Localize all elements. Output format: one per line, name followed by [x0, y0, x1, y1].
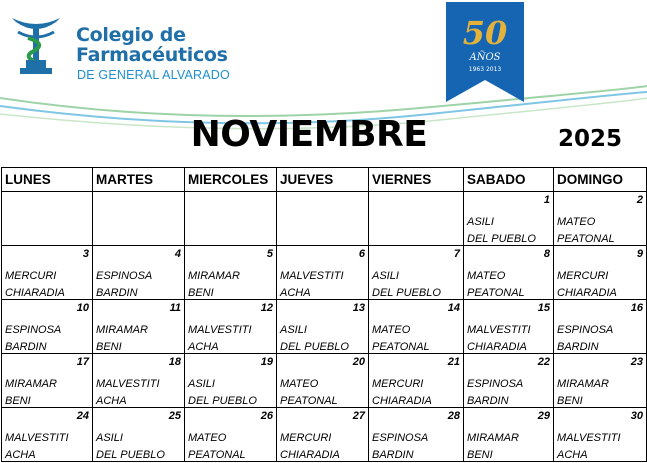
- pharmacy-on-duty: [372, 322, 430, 354]
- pharmacy-location: DEL PUEBLO: [96, 449, 165, 461]
- day-number: 3: [82, 248, 89, 260]
- pharmacy-location: BENI: [96, 341, 122, 353]
- pharmacy-name: MERCURI: [280, 432, 332, 444]
- calendar-day-cell: [277, 192, 369, 246]
- pharmacy-name: MALVESTITI: [188, 324, 252, 336]
- pharmacy-name: MATEO: [372, 324, 411, 336]
- pharmacy-name: MALVESTITI: [467, 324, 531, 336]
- pharmacy-on-duty: [96, 268, 152, 300]
- day-number: 2: [636, 194, 643, 206]
- pharmacy-location: BARDIN: [5, 341, 47, 353]
- page-header: [0, 0, 647, 168]
- calendar-day-cell: [464, 300, 554, 354]
- day-number: 19: [260, 356, 273, 368]
- pharmacy-location: ACHA: [280, 287, 311, 299]
- weekday-header: SABADO: [464, 168, 554, 192]
- pharmacy-name: MERCURI: [557, 270, 609, 282]
- pharmacy-on-duty: [5, 376, 57, 408]
- pharmacy-name: ESPINOSA: [96, 270, 153, 282]
- pharmacy-location: CHIARADIA: [467, 341, 527, 353]
- calendar-day-cell: [277, 300, 369, 354]
- pharmacy-on-duty: [372, 268, 441, 300]
- weekday-header: LUNES: [2, 168, 93, 192]
- calendar-week-row: [2, 408, 647, 462]
- pharmacy-name: MALVESTITI: [557, 432, 621, 444]
- pharmacy-on-duty: [280, 430, 340, 462]
- year-label: 2025: [558, 126, 623, 152]
- org-name-line2: Farmacéuticos: [76, 44, 228, 66]
- calendar-day-cell: [554, 408, 647, 462]
- badge-years: 1963 2013: [468, 66, 502, 73]
- pharmacy-location: PEATONAL: [372, 341, 430, 353]
- pharmacy-name: MIRAMAR: [188, 270, 240, 282]
- calendar-week-row: [2, 300, 647, 354]
- pharmacy-location: PEATONAL: [467, 287, 525, 299]
- pharmacy-name: MIRAMAR: [96, 324, 148, 336]
- pharmacy-on-duty: [467, 322, 531, 354]
- org-name-line1: Colegio de: [76, 24, 186, 46]
- day-number: 25: [168, 410, 181, 422]
- pharmacy-location: PEATONAL: [280, 395, 338, 407]
- pharmacy-name: MALVESTITI: [96, 378, 160, 390]
- weekday-header: DOMINGO: [554, 168, 647, 192]
- pharmacy-location: CHIARADIA: [5, 287, 65, 299]
- pharmacy-on-duty: [280, 268, 344, 300]
- pharmacy-location: BENI: [557, 395, 583, 407]
- pharmacy-name: ASILI: [372, 270, 399, 282]
- day-number: 10: [76, 302, 89, 314]
- pharmacy-cup-icon: [4, 8, 68, 82]
- pharmacy-on-duty: [467, 430, 519, 462]
- calendar-day-cell: [277, 246, 369, 300]
- pharmacy-name: MIRAMAR: [5, 378, 57, 390]
- pharmacy-location: ACHA: [96, 395, 127, 407]
- pharmacy-on-duty: [557, 322, 613, 354]
- pharmacy-location: BENI: [188, 287, 214, 299]
- pharmacy-name: MATEO: [188, 432, 227, 444]
- anniversary-badge: [446, 2, 524, 102]
- pharmacy-on-duty: [5, 322, 61, 354]
- pharmacy-on-duty: [557, 430, 621, 462]
- calendar-day-cell: [93, 300, 185, 354]
- day-number: 21: [447, 356, 460, 368]
- weekday-header: VIERNES: [369, 168, 464, 192]
- day-number: 30: [630, 410, 643, 422]
- day-number: 24: [76, 410, 89, 422]
- badge-number: 50: [462, 14, 508, 52]
- calendar-day-cell: [93, 246, 185, 300]
- badge-word: AÑOS: [469, 52, 501, 63]
- pharmacy-on-duty: [372, 376, 432, 408]
- pharmacy-on-duty: [188, 430, 246, 462]
- calendar-day-cell: [185, 408, 277, 462]
- pharmacy-on-duty: [372, 430, 428, 462]
- calendar-day-cell: [464, 246, 554, 300]
- calendar-day-cell: [185, 354, 277, 408]
- pharmacy-on-duty: [96, 376, 160, 408]
- calendar-day-cell: [2, 354, 93, 408]
- day-number: 29: [537, 410, 550, 422]
- day-number: 13: [352, 302, 365, 314]
- pharmacy-name: MATEO: [467, 270, 506, 282]
- calendar-day-cell: [185, 300, 277, 354]
- calendar-week-row: [2, 192, 647, 246]
- pharmacy-location: ACHA: [557, 449, 588, 461]
- calendar-day-cell: [554, 354, 647, 408]
- month-title: NOVIEMBRE: [190, 114, 428, 155]
- pharmacy-name: MERCURI: [5, 270, 57, 282]
- day-number: 17: [76, 356, 89, 368]
- pharmacy-name: ASILI: [280, 324, 307, 336]
- pharmacy-location: BARDIN: [467, 395, 509, 407]
- pharmacy-location: PEATONAL: [188, 449, 246, 461]
- pharmacy-name: ASILI: [467, 216, 494, 228]
- pharmacy-name: ESPINOSA: [467, 378, 524, 390]
- pharmacy-on-duty: [280, 322, 349, 354]
- pharmacy-on-duty: [557, 376, 609, 408]
- day-number: 20: [352, 356, 365, 368]
- calendar-day-cell: [2, 300, 93, 354]
- day-number: 14: [447, 302, 460, 314]
- weekday-header: JUEVES: [277, 168, 369, 192]
- calendar-day-cell: [93, 354, 185, 408]
- calendar-day-cell: [464, 354, 554, 408]
- pharmacy-name: ASILI: [96, 432, 123, 444]
- pharmacy-on-duty: [467, 268, 525, 300]
- pharmacy-name: ASILI: [188, 378, 215, 390]
- day-number: 16: [630, 302, 643, 314]
- pharmacy-on-duty: [5, 430, 69, 462]
- calendar-day-cell: [464, 192, 554, 246]
- weekday-header: MIERCOLES: [185, 168, 277, 192]
- weekday-header-row: [2, 168, 647, 192]
- pharmacy-location: DEL PUEBLO: [188, 395, 257, 407]
- calendar-day-cell: [2, 192, 93, 246]
- calendar-week-row: [2, 246, 647, 300]
- pharmacy-on-duty: [557, 268, 617, 300]
- pharmacy-location: DEL PUEBLO: [280, 341, 349, 353]
- pharmacy-location: BENI: [467, 449, 493, 461]
- pharmacy-on-duty: [188, 268, 240, 300]
- pharmacy-on-duty: [188, 322, 252, 354]
- pharmacy-name: ESPINOSA: [372, 432, 429, 444]
- pharmacy-location: DEL PUEBLO: [372, 287, 441, 299]
- pharmacy-location: CHIARADIA: [557, 287, 617, 299]
- pharmacy-name: MIRAMAR: [467, 432, 519, 444]
- day-number: 26: [260, 410, 273, 422]
- pharmacy-name: MATEO: [280, 378, 319, 390]
- calendar-day-cell: [277, 408, 369, 462]
- pharmacy-location: PEATONAL: [557, 233, 615, 245]
- day-number: 4: [174, 248, 181, 260]
- pharmacy-name: ESPINOSA: [5, 324, 62, 336]
- calendar-day-cell: [2, 246, 93, 300]
- pharmacy-name: MIRAMAR: [557, 378, 609, 390]
- day-number: 27: [352, 410, 365, 422]
- day-number: 8: [543, 248, 550, 260]
- pharmacy-on-duty: [5, 268, 65, 300]
- calendar-day-cell: [464, 408, 554, 462]
- day-number: 5: [266, 248, 273, 260]
- day-number: 22: [537, 356, 550, 368]
- pharmacy-location: BARDIN: [96, 287, 138, 299]
- pharmacy-name: MERCURI: [372, 378, 424, 390]
- day-number: 28: [447, 410, 460, 422]
- pharmacy-name: MALVESTITI: [5, 432, 69, 444]
- pharmacy-name: MALVESTITI: [280, 270, 344, 282]
- day-number: 6: [358, 248, 365, 260]
- calendar-day-cell: [277, 354, 369, 408]
- pharmacy-location: BENI: [5, 395, 31, 407]
- calendar-week-row: [2, 354, 647, 408]
- calendar-day-cell: [554, 192, 647, 246]
- calendar-day-cell: [2, 408, 93, 462]
- day-number: 23: [630, 356, 643, 368]
- pharmacy-name: ESPINOSA: [557, 324, 614, 336]
- pharmacy-on-duty: [96, 430, 165, 462]
- calendar-day-cell: [185, 246, 277, 300]
- pharmacy-location: BARDIN: [372, 449, 414, 461]
- pharmacy-location: ACHA: [5, 449, 36, 461]
- pharmacy-location: CHIARADIA: [280, 449, 340, 461]
- calendar-day-cell: [554, 300, 647, 354]
- pharmacy-on-duty: [467, 376, 523, 408]
- pharmacy-on-duty: [467, 214, 536, 246]
- calendar-day-cell: [93, 192, 185, 246]
- calendar-day-cell: [93, 408, 185, 462]
- day-number: 1: [543, 194, 550, 206]
- duty-calendar: [1, 167, 647, 462]
- pharmacy-location: DEL PUEBLO: [467, 233, 536, 245]
- calendar-day-cell: [369, 192, 464, 246]
- calendar-day-cell: [185, 192, 277, 246]
- day-number: 15: [537, 302, 550, 314]
- pharmacy-on-duty: [280, 376, 338, 408]
- calendar-day-cell: [554, 246, 647, 300]
- pharmacy-on-duty: [96, 322, 148, 354]
- pharmacy-location: BARDIN: [557, 341, 599, 353]
- pharmacy-on-duty: [557, 214, 615, 246]
- calendar-day-cell: [369, 408, 464, 462]
- day-number: 11: [169, 302, 181, 314]
- calendar-day-cell: [369, 246, 464, 300]
- day-number: 7: [453, 248, 460, 260]
- org-name-line3: DE GENERAL ALVARADO: [77, 68, 230, 82]
- pharmacy-location: CHIARADIA: [372, 395, 432, 407]
- day-number: 12: [260, 302, 273, 314]
- pharmacy-location: ACHA: [188, 341, 219, 353]
- pharmacy-name: MATEO: [557, 216, 596, 228]
- calendar-day-cell: [369, 354, 464, 408]
- weekday-header: MARTES: [93, 168, 185, 192]
- calendar-day-cell: [369, 300, 464, 354]
- day-number: 18: [168, 356, 181, 368]
- day-number: 9: [636, 248, 643, 260]
- pharmacy-on-duty: [188, 376, 257, 408]
